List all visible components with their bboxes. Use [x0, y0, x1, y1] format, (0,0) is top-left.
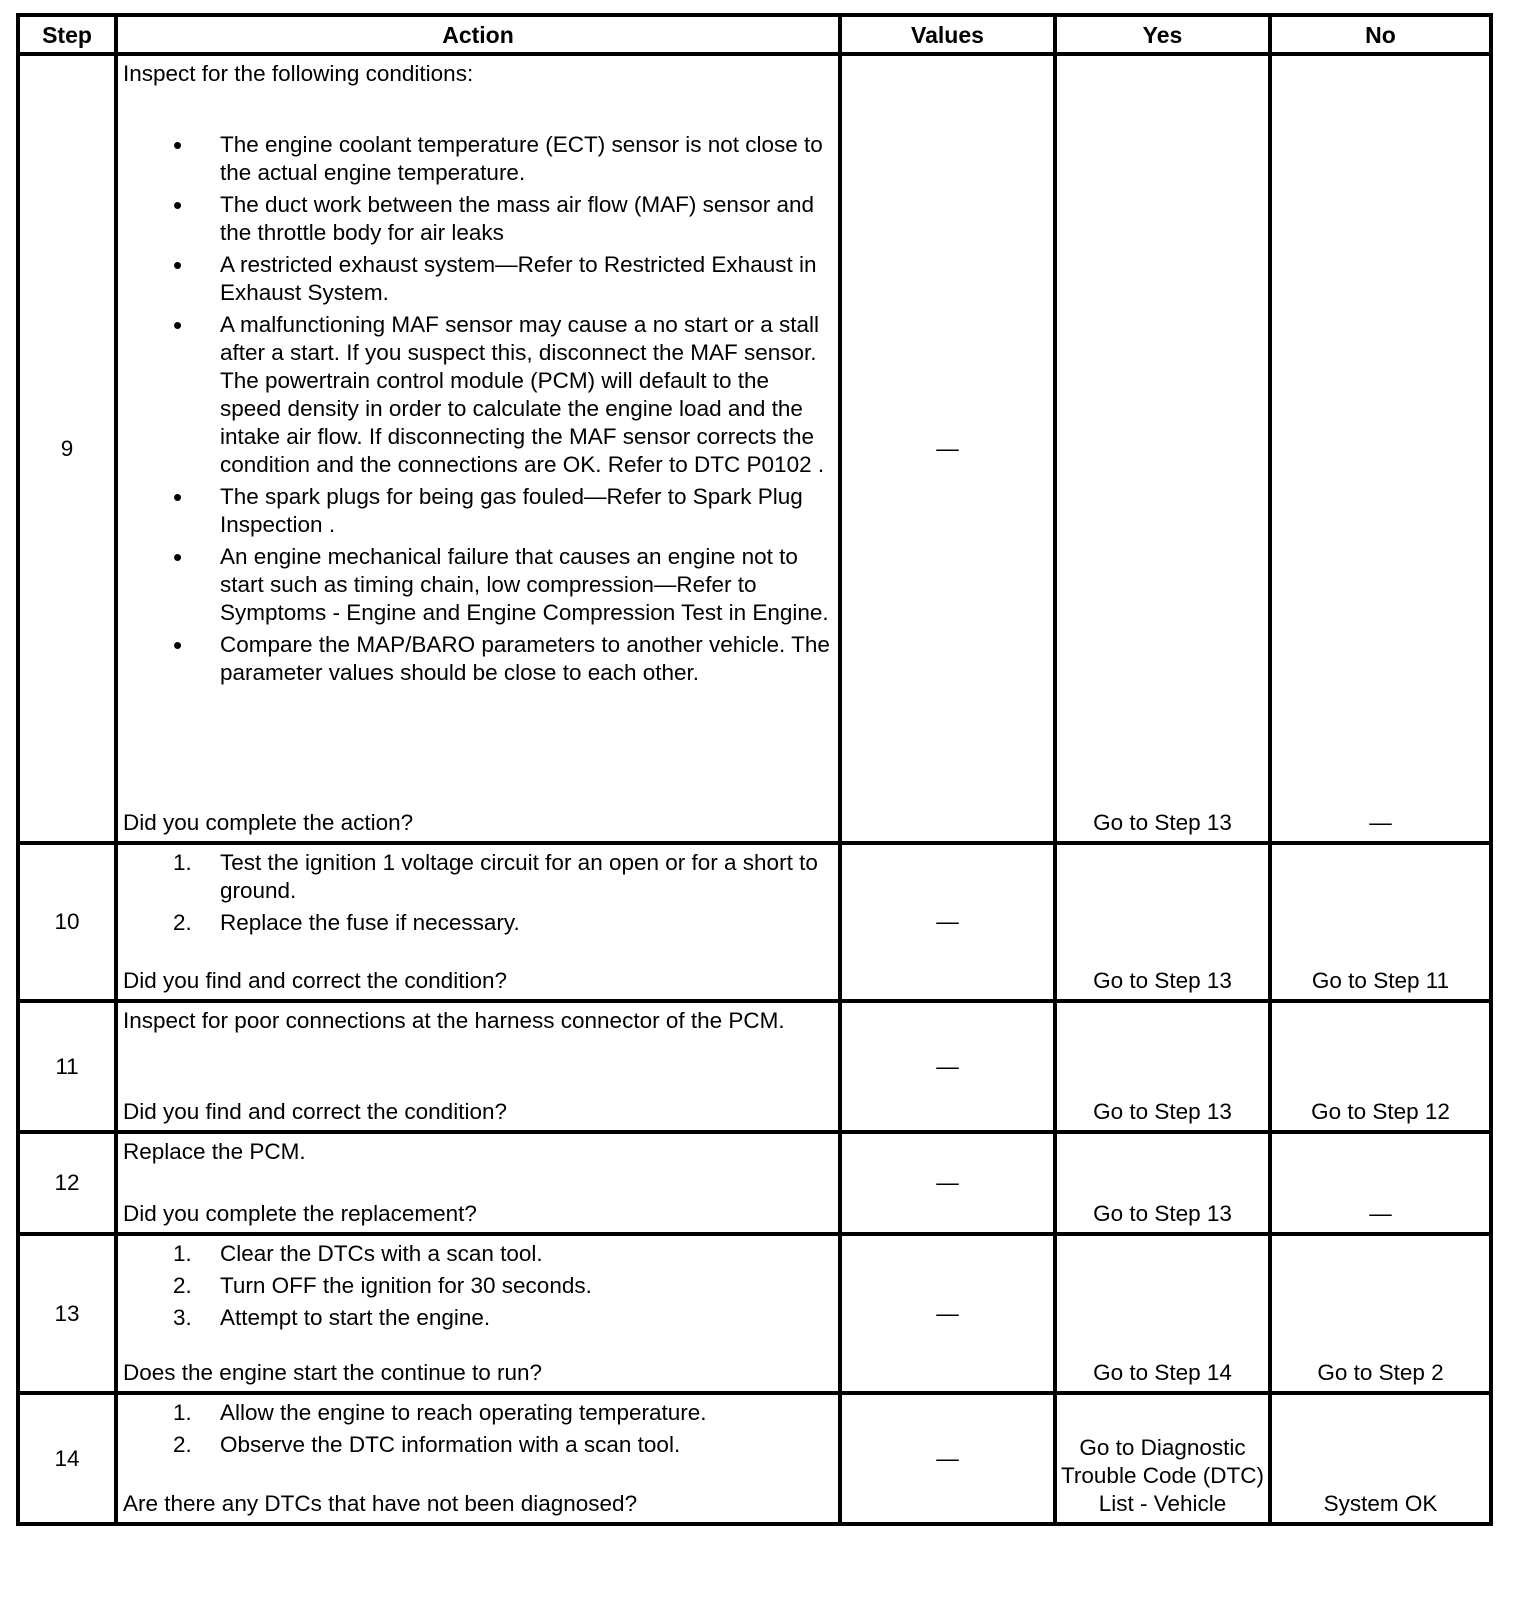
- action-content: [123, 849, 834, 995]
- action-cell: [116, 1393, 840, 1524]
- action-question: Did you find and correct the condition?: [123, 1099, 507, 1124]
- action-list-item: [123, 1272, 834, 1300]
- table-row: [18, 54, 1491, 843]
- action-list-text: Test the ignition 1 voltage circuit for an open or for a short to ground.: [220, 850, 818, 903]
- step-number: 13: [18, 1234, 116, 1393]
- item-number: 1.: [173, 1400, 192, 1425]
- yes-result: Go to Diagnostic Trouble Code (DTC) List - Vehicle: [1055, 1393, 1270, 1524]
- step-number: 10: [18, 843, 116, 1001]
- action-content: [123, 1007, 834, 1126]
- no-result: System OK: [1270, 1393, 1491, 1524]
- table-row: [18, 1234, 1491, 1393]
- values-cell: —: [840, 1393, 1055, 1524]
- action-list-text: Turn OFF the ignition for 30 seconds.: [220, 1273, 592, 1298]
- action-list-item: [123, 311, 834, 479]
- action-list-text: The spark plugs for being gas fouled—Refer to Spark Plug Inspection .: [220, 484, 803, 537]
- step-number: 12: [18, 1132, 116, 1234]
- values-cell: —: [840, 843, 1055, 1001]
- action-list-item: [123, 1304, 834, 1332]
- bullet-icon: •: [173, 310, 183, 340]
- action-list-text: Observe the DTC information with a scan tool.: [220, 1432, 681, 1457]
- diagnostic-table: [16, 13, 1493, 1526]
- bullet-icon: •: [173, 250, 183, 280]
- action-list-text: Compare the MAP/BARO parameters to another vehicle. The parameter values should be close to each other.: [220, 632, 830, 685]
- values-cell: —: [840, 1132, 1055, 1234]
- step-number: 9: [18, 54, 116, 843]
- no-result: —: [1270, 54, 1491, 843]
- item-number: 2.: [173, 910, 192, 935]
- action-content: [123, 60, 834, 837]
- yes-result: Go to Step 13: [1055, 1132, 1270, 1234]
- action-cell: [116, 1234, 840, 1393]
- action-list: [123, 1240, 834, 1332]
- action-list-item: [123, 543, 834, 627]
- action-list-item: [123, 1431, 834, 1459]
- header-no: No: [1270, 15, 1491, 54]
- yes-result: Go to Step 13: [1055, 843, 1270, 1001]
- action-question: Did you complete the action?: [123, 810, 414, 835]
- header-values: Values: [840, 15, 1055, 54]
- header-yes: Yes: [1055, 15, 1270, 54]
- action-content: [123, 1240, 834, 1387]
- action-intro: Inspect for the following conditions:: [123, 61, 474, 86]
- bullet-icon: •: [173, 542, 183, 572]
- item-number: 1.: [173, 1241, 192, 1266]
- bullet-icon: •: [173, 630, 183, 660]
- action-list-item: [123, 131, 834, 187]
- action-question: Did you find and correct the condition?: [123, 968, 507, 993]
- action-body: [123, 60, 834, 691]
- action-body: [123, 1399, 834, 1463]
- action-content: [123, 1138, 834, 1228]
- action-body: [123, 1007, 834, 1035]
- action-list-text: The duct work between the mass air flow (MAF) sensor and the throttle body for air leaks: [220, 192, 814, 245]
- item-number: 2.: [173, 1273, 192, 1298]
- header-step: Step: [18, 15, 116, 54]
- item-number: 2.: [173, 1432, 192, 1457]
- yes-result: Go to Step 13: [1055, 54, 1270, 843]
- action-body: [123, 1138, 834, 1166]
- action-cell: [116, 843, 840, 1001]
- action-body: [123, 849, 834, 941]
- item-number: 3.: [173, 1305, 192, 1330]
- step-number: 11: [18, 1001, 116, 1132]
- action-question: Are there any DTCs that have not been diagnosed?: [123, 1491, 638, 1516]
- action-list-text: A restricted exhaust system—Refer to Restricted Exhaust in Exhaust System.: [220, 252, 817, 305]
- yes-result: Go to Step 14: [1055, 1234, 1270, 1393]
- action-content: [123, 1399, 834, 1518]
- action-list-item: [123, 631, 834, 687]
- action-list-text: Allow the engine to reach operating temperature.: [220, 1400, 707, 1425]
- action-intro: Replace the PCM.: [123, 1139, 306, 1164]
- table-row: [18, 843, 1491, 1001]
- table-row: [18, 1393, 1491, 1524]
- action-cell: [116, 1132, 840, 1234]
- action-list-text: The engine coolant temperature (ECT) sensor is not close to the actual engine temperature.: [220, 132, 823, 185]
- action-cell: [116, 54, 840, 843]
- action-list-text: Attempt to start the engine.: [220, 1305, 491, 1330]
- action-list: [123, 849, 834, 937]
- values-cell: —: [840, 54, 1055, 843]
- action-body: [123, 1240, 834, 1336]
- action-list-text: A malfunctioning MAF sensor may cause a no start or a stall after a start. If you suspect this, disconnect the MAF sensor. The powertrain control module (PCM) will default to the speed density in order to calculate the engine load and the intake air flow. If disconnecting the MAF sensor corrects the condition and the connections are OK. Refer to DTC P0102 .: [220, 312, 825, 477]
- action-list-item: [123, 483, 834, 539]
- step-number: 14: [18, 1393, 116, 1524]
- item-number: 1.: [173, 850, 192, 875]
- bullet-icon: •: [173, 190, 183, 220]
- header-row: [18, 15, 1491, 54]
- action-list-text: Replace the fuse if necessary.: [220, 910, 520, 935]
- action-list-item: [123, 909, 834, 937]
- action-intro: Inspect for poor connections at the harness connector of the PCM.: [123, 1008, 785, 1033]
- action-list-item: [123, 191, 834, 247]
- no-result: Go to Step 2: [1270, 1234, 1491, 1393]
- header-action: Action: [116, 15, 840, 54]
- no-result: Go to Step 12: [1270, 1001, 1491, 1132]
- action-list-text: Clear the DTCs with a scan tool.: [220, 1241, 543, 1266]
- values-cell: —: [840, 1001, 1055, 1132]
- values-cell: —: [840, 1234, 1055, 1393]
- action-list: [123, 131, 834, 687]
- bullet-icon: •: [173, 130, 183, 160]
- no-result: Go to Step 11: [1270, 843, 1491, 1001]
- action-cell: [116, 1001, 840, 1132]
- action-list-item: [123, 251, 834, 307]
- action-list-item: [123, 849, 834, 905]
- table-row: [18, 1001, 1491, 1132]
- action-list-item: [123, 1399, 834, 1427]
- action-question: Does the engine start the continue to run?: [123, 1360, 543, 1385]
- action-list-text: An engine mechanical failure that causes an engine not to start such as timing chain, low compression—Refer to Symptoms - Engine and Engine Compression Test in Engine.: [220, 544, 829, 625]
- action-question: Did you complete the replacement?: [123, 1201, 477, 1226]
- bullet-icon: •: [173, 482, 183, 512]
- yes-result: Go to Step 13: [1055, 1001, 1270, 1132]
- no-result: —: [1270, 1132, 1491, 1234]
- table-row: [18, 1132, 1491, 1234]
- action-list: [123, 1399, 834, 1459]
- action-list-item: [123, 1240, 834, 1268]
